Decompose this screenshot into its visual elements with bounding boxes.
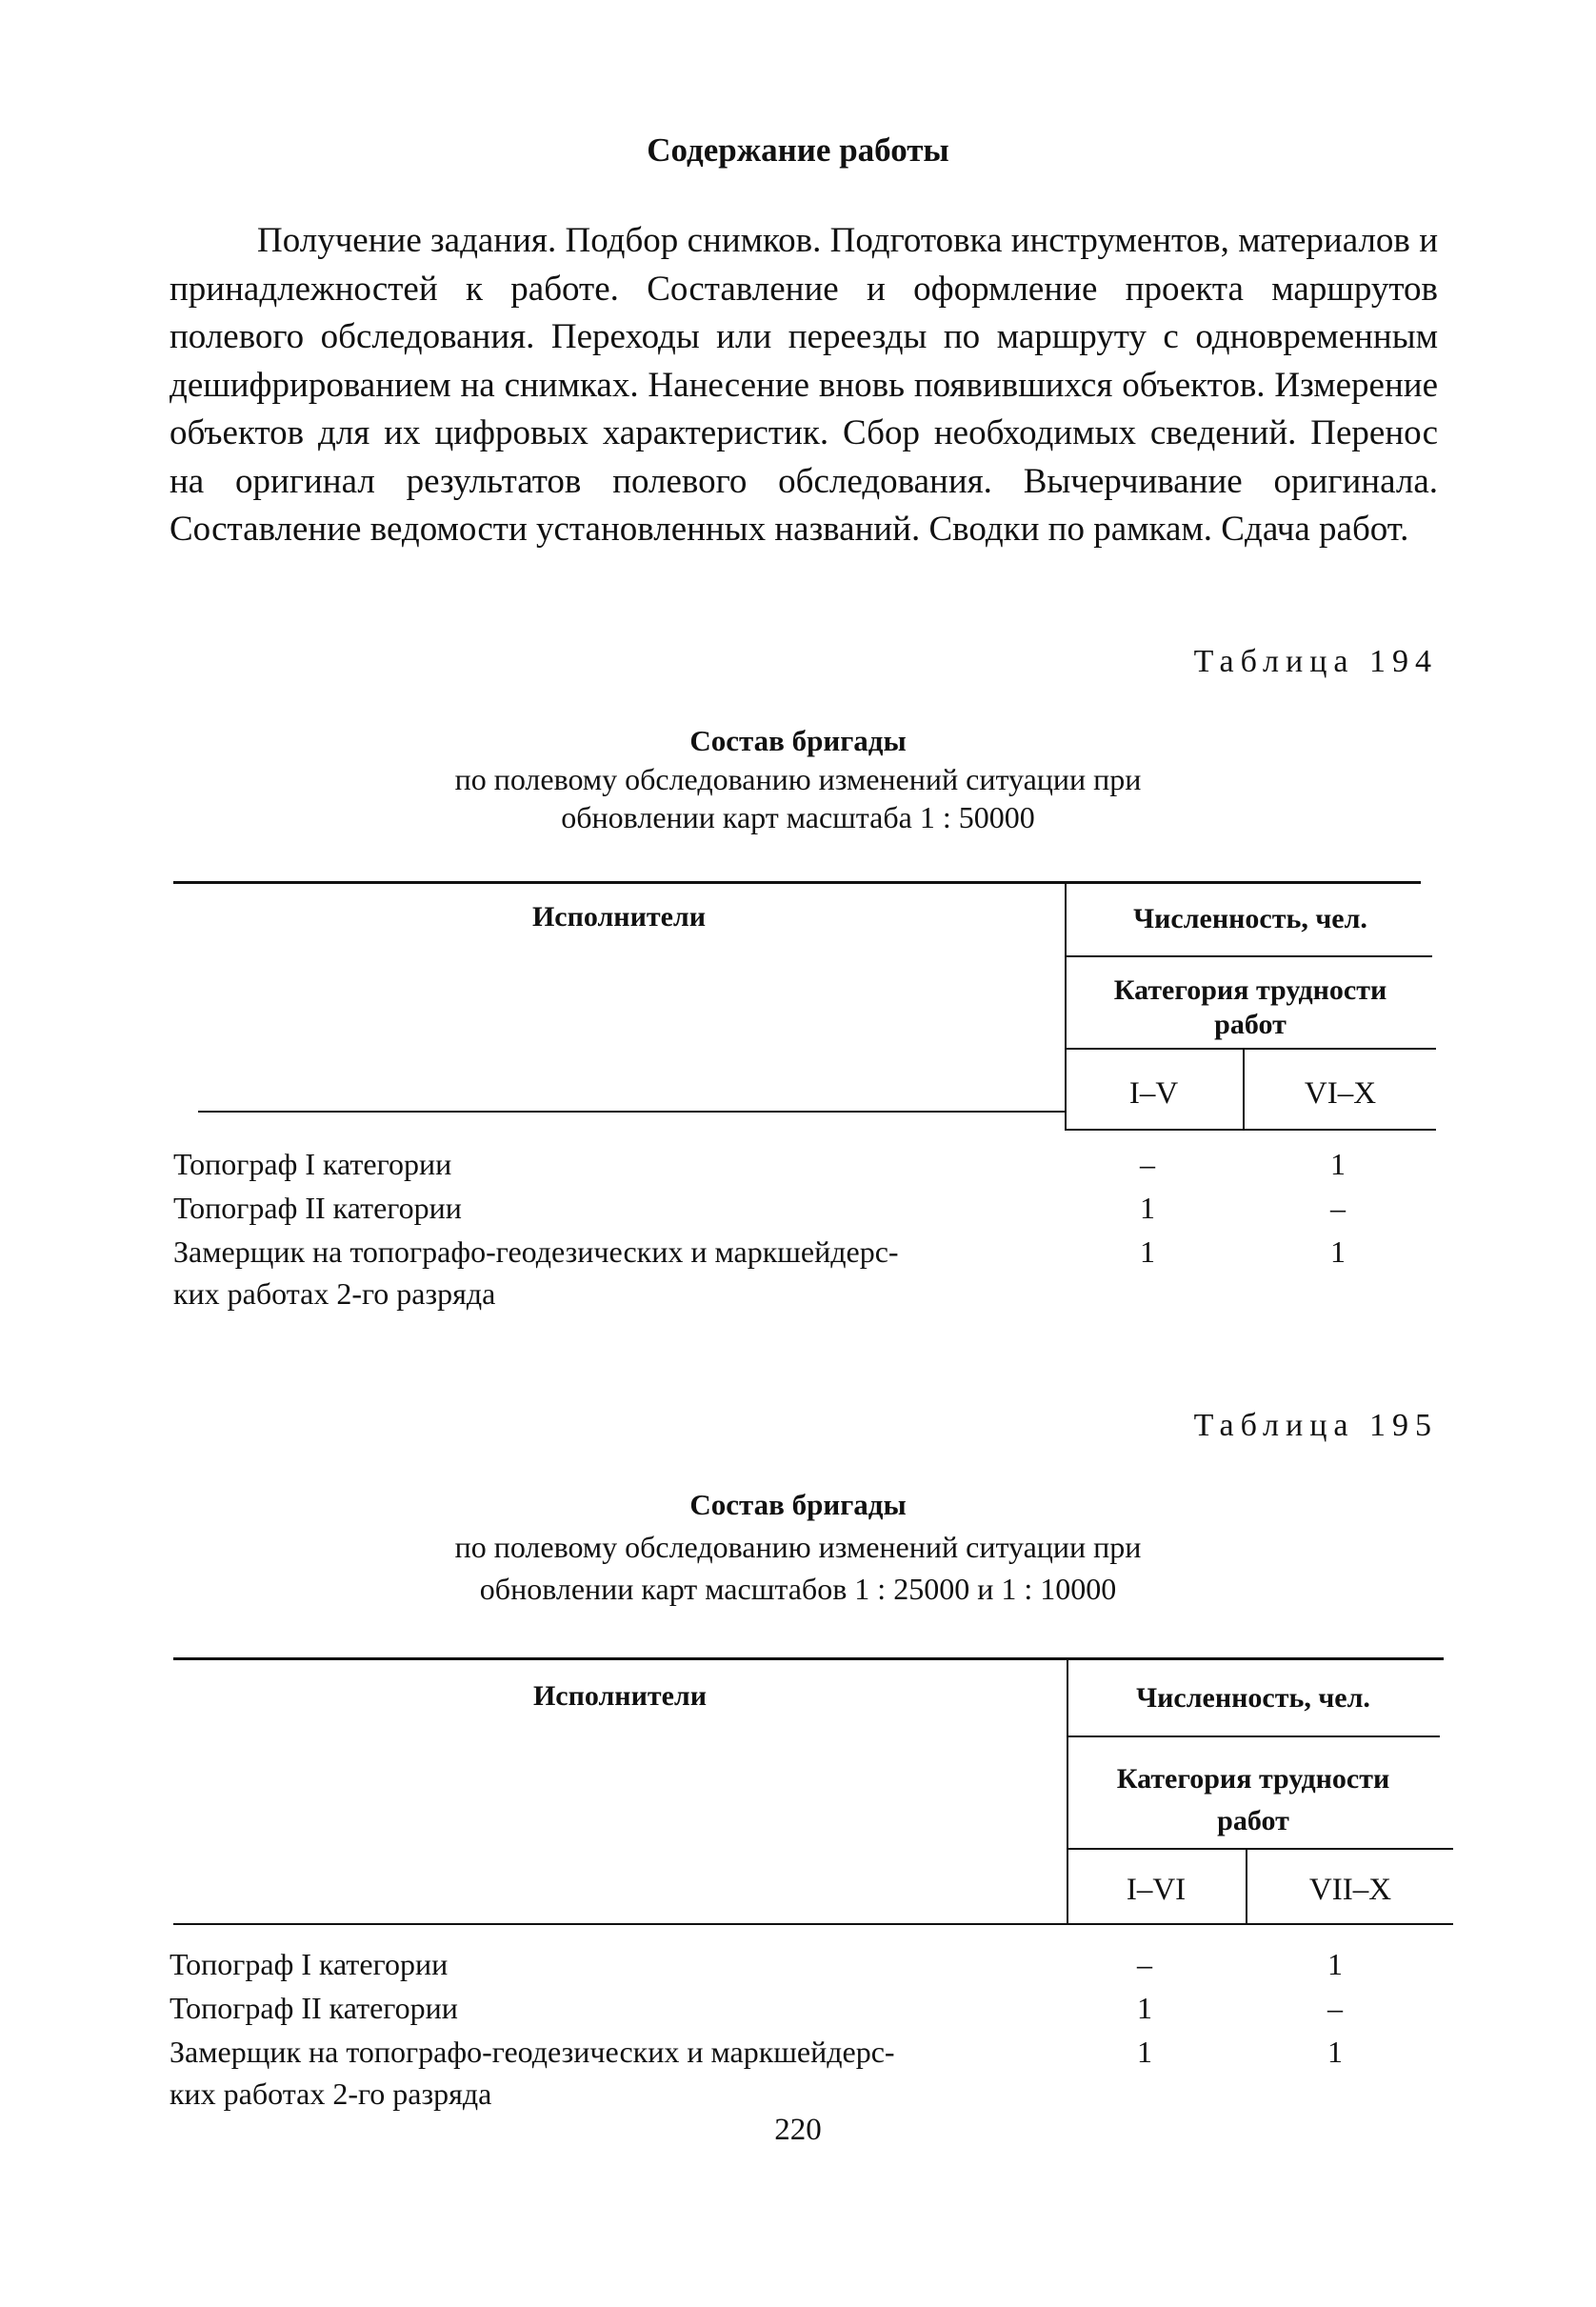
count-cell: – xyxy=(1140,1147,1155,1181)
section-heading: Содержание работы xyxy=(647,131,949,169)
count-cell: 1 xyxy=(1327,1947,1343,1981)
column-header-count: Численность, чел. xyxy=(1133,903,1367,934)
table-subtitle-line: обновлении карт масштаба 1 : 50000 xyxy=(561,800,1035,834)
page-number: 220 xyxy=(774,2113,822,2147)
table-header-bottom-rule xyxy=(173,1923,1453,1925)
work-description-paragraph: Получение задания. Подбор снимков. Подготовка инструментов, материалов и принадлежностей к работе. Составление и оформление проекта маршрутов полевого обследования. Переходы или переезды по маршруту с одновременным дешифрированием на снимках. Нанесение вновь появившихся объектов. Измерение объектов для их цифровых характеристик. Сбор необходимых сведений. Перенос на оригинал результатов полевого обследования. Вычерчивание оригинала. Составление ведомости установленных названий. Сводки по рамкам. Сдача работ. xyxy=(170,221,1438,549)
table-title: Состав бригады xyxy=(689,1488,907,1521)
table-header-rule xyxy=(1065,955,1432,957)
column-header-range-a: I–VI xyxy=(1126,1873,1187,1907)
performer-name: Замерщик на топографо-геодезических и маркшейдерс- xyxy=(173,1234,899,1269)
performer-name: Топограф I категории xyxy=(170,1947,449,1981)
table-subtitle-line: по полевому обследованию изменений ситуации при xyxy=(454,1530,1142,1564)
count-cell: 1 xyxy=(1140,1234,1155,1269)
column-header-category: Категория трудности работ xyxy=(1116,1763,1390,1836)
table-title: Состав бригады xyxy=(689,724,907,757)
table-header-bottom-rule xyxy=(1065,1129,1436,1131)
count-cell: 1 xyxy=(1137,2035,1152,2069)
table-label: Таблица 194 xyxy=(1193,644,1438,679)
count-cell: – xyxy=(1327,1991,1343,2025)
column-header-range-b: VII–X xyxy=(1308,1873,1392,1907)
count-cell: 1 xyxy=(1137,1991,1152,2025)
count-cell: 1 xyxy=(1330,1147,1346,1181)
table-header-rule xyxy=(1067,1735,1440,1737)
table-header-rule xyxy=(1067,1848,1453,1850)
performer-name-continued: ких работах 2-го разряда xyxy=(170,2076,492,2111)
table-header-rule xyxy=(1065,1048,1436,1050)
table-subtitle-line: по полевому обследованию изменений ситуации при xyxy=(454,762,1142,796)
table-top-rule xyxy=(173,1657,1444,1660)
table-label: Таблица 195 xyxy=(1193,1408,1438,1443)
table-subtitle-line: обновлении карт масштабов 1 : 25000 и 1 : 10000 xyxy=(479,1572,1117,1606)
count-cell: 1 xyxy=(1330,1234,1346,1269)
count-cell: – xyxy=(1330,1191,1346,1225)
count-cell: 1 xyxy=(1327,2035,1343,2069)
column-header-count: Численность, чел. xyxy=(1136,1682,1370,1714)
column-header-category: Категория трудности работ xyxy=(1113,974,1387,1040)
count-cell: – xyxy=(1137,1947,1152,1981)
count-cell: 1 xyxy=(1140,1191,1155,1225)
column-header-performers: Исполнители xyxy=(531,901,707,933)
performer-name: Замерщик на топографо-геодезических и маркшейдерс- xyxy=(170,2035,895,2069)
performer-name: Топограф II категории xyxy=(170,1991,458,2025)
column-header-range-b: VI–X xyxy=(1304,1076,1377,1111)
performer-name: Топограф I категории xyxy=(173,1147,452,1181)
column-header-performers: Исполнители xyxy=(532,1680,708,1712)
performer-name-continued: ких работах 2-го разряда xyxy=(173,1276,496,1311)
column-header-range-a: I–V xyxy=(1128,1076,1179,1111)
performer-name: Топограф II категории xyxy=(173,1191,462,1225)
table-header-bottom-rule xyxy=(198,1111,1065,1113)
table-top-rule xyxy=(173,881,1421,884)
